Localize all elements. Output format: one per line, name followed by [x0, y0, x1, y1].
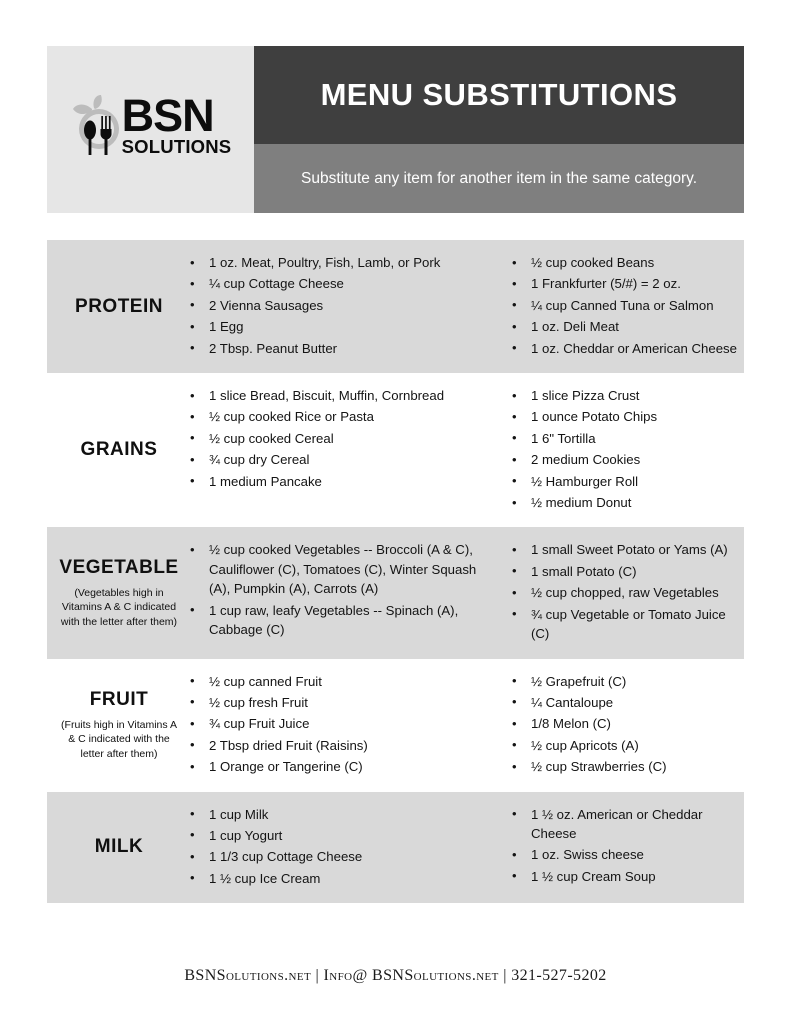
- list-item: • 1 oz. Deli Meat: [509, 317, 744, 336]
- section-label: [47, 689, 187, 762]
- list-item: • 2 Tbsp dried Fruit (Raisins): [187, 736, 487, 755]
- list-item: • ¾ cup Vegetable or Tomato Juice (C): [509, 605, 744, 644]
- document-header: [47, 46, 744, 213]
- list-item: • ½ cup cooked Cereal: [187, 429, 487, 448]
- substitution-list: [187, 672, 487, 777]
- list-item: • 1 cup raw, leafy Vegetables -- Spinach (A), Cabbage (C): [187, 601, 487, 640]
- section-title: MILK: [94, 836, 144, 858]
- list-item: • ½ cup cooked Rice or Pasta: [187, 407, 487, 426]
- section-title: FRUIT: [89, 688, 149, 710]
- section-note: (Fruits high in Vitamins A & C indicated with the letter after them): [61, 718, 177, 760]
- substitution-list: [509, 805, 744, 887]
- list-item: • 1 Orange or Tangerine (C): [187, 757, 487, 776]
- section-row: [47, 527, 744, 658]
- section-columns: [187, 386, 744, 514]
- substitution-list: [187, 253, 487, 358]
- section-row: [47, 240, 744, 373]
- section-label: [47, 296, 187, 318]
- list-item: • 1 ½ cup Ice Cream: [187, 869, 487, 888]
- list-item: • 1 1/3 cup Cottage Cheese: [187, 847, 487, 866]
- section-column-left: [187, 805, 487, 891]
- section-row: [47, 792, 744, 904]
- section-column-left: [187, 672, 487, 779]
- logo-wordmark: [121, 89, 232, 157]
- list-item: • 2 Vienna Sausages: [187, 296, 487, 315]
- section-title: VEGETABLE: [59, 556, 179, 578]
- list-item: • ½ cup Apricots (A): [509, 736, 744, 755]
- header-right: [254, 46, 744, 213]
- page-title: MENU SUBSTITUTIONS: [320, 77, 678, 112]
- section-label: [47, 557, 187, 630]
- list-item: • 1 small Sweet Potato or Yams (A): [509, 540, 744, 559]
- list-item: • ½ Hamburger Roll: [509, 472, 744, 491]
- list-item: • ¾ cup dry Cereal: [187, 450, 487, 469]
- section-column-left: [187, 540, 487, 645]
- list-item: • ½ cup Strawberries (C): [509, 757, 744, 776]
- list-item: • 1/8 Melon (C): [509, 714, 744, 733]
- list-item: • 1 medium Pancake: [187, 472, 487, 491]
- list-item: • 2 Tbsp. Peanut Butter: [187, 339, 487, 358]
- section-columns: [187, 253, 744, 360]
- substitution-list: [187, 540, 487, 639]
- section-columns: [187, 805, 744, 891]
- list-item: • 1 oz. Swiss cheese: [509, 845, 744, 864]
- substitution-list: [509, 253, 744, 358]
- section-columns: [187, 540, 744, 645]
- list-item: • 1 Frankfurter (5/#) = 2 oz.: [509, 274, 744, 293]
- substitution-list: [509, 540, 744, 643]
- list-item: • 1 cup Yogurt: [187, 826, 487, 845]
- section-column-left: [187, 253, 487, 360]
- substitution-list: [187, 805, 487, 889]
- list-item: • ¼ cup Cottage Cheese: [187, 274, 487, 293]
- leaf-plate-spoon-fork-icon: [70, 95, 128, 157]
- section-label: [47, 836, 187, 858]
- list-item: • 1 oz. Cheddar or American Cheese: [509, 339, 744, 358]
- section-title: PROTEIN: [75, 295, 163, 317]
- title-band: [254, 46, 744, 144]
- list-item: • 1 cup Milk: [187, 805, 487, 824]
- document-footer: [0, 967, 791, 985]
- list-item: • 1 slice Pizza Crust: [509, 386, 744, 405]
- logo-brand-text: BSN: [121, 89, 214, 141]
- list-item: • 2 medium Cookies: [509, 450, 744, 469]
- list-item: • ½ cup fresh Fruit: [187, 693, 487, 712]
- list-item: • ½ Grapefruit (C): [509, 672, 744, 691]
- list-item: • 1 ½ cup Cream Soup: [509, 867, 744, 886]
- section-column-right: [487, 672, 744, 779]
- substitution-sections: [47, 240, 744, 903]
- section-column-left: [187, 386, 487, 514]
- list-item: • ¾ cup Fruit Juice: [187, 714, 487, 733]
- list-item: • 1 ounce Potato Chips: [509, 407, 744, 426]
- section-note: (Vegetables high in Vitamins A & C indicated with the letter after them): [60, 586, 178, 628]
- section-column-right: [487, 253, 744, 360]
- list-item: • 1 small Potato (C): [509, 562, 744, 581]
- list-item: • ½ cup cooked Vegetables -- Broccoli (A & C), Cauliflower (C), Tomatoes (C), Winter Squash (A), Pumpkin (A), Carrots (A): [187, 540, 487, 598]
- list-item: • 1 Egg: [187, 317, 487, 336]
- list-item: • 1 slice Bread, Biscuit, Muffin, Cornbread: [187, 386, 487, 405]
- subtitle-band: [254, 144, 744, 213]
- section-column-right: [487, 386, 744, 514]
- list-item: • ½ cup chopped, raw Vegetables: [509, 583, 744, 602]
- list-item: • ½ cup cooked Beans: [509, 253, 744, 272]
- substitution-list: [509, 672, 744, 777]
- list-item: • ½ cup canned Fruit: [187, 672, 487, 691]
- logo-panel: [47, 46, 254, 213]
- section-label: [47, 439, 187, 461]
- page-subtitle: Substitute any item for another item in the same category.: [300, 169, 698, 187]
- list-item: • 1 oz. Meat, Poultry, Fish, Lamb, or Pork: [187, 253, 487, 272]
- list-item: • ¼ Cantaloupe: [509, 693, 744, 712]
- section-columns: [187, 672, 744, 779]
- list-item: • ½ medium Donut: [509, 493, 744, 512]
- substitution-list: [187, 386, 487, 491]
- logo-tagline-text: SOLUTIONS: [121, 135, 232, 157]
- footer-contact-text: BSNSolutions.net | Info@ BSNSolutions.net | 321-527-5202: [184, 967, 607, 984]
- section-column-right: [487, 540, 744, 645]
- section-row: [47, 373, 744, 527]
- list-item: • 1 6" Tortilla: [509, 429, 744, 448]
- list-item: • 1 ½ oz. American or Cheddar Cheese: [509, 805, 744, 844]
- section-row: [47, 659, 744, 792]
- list-item: • ¼ cup Canned Tuna or Salmon: [509, 296, 744, 315]
- substitution-list: [509, 386, 744, 512]
- section-column-right: [487, 805, 744, 891]
- section-title: GRAINS: [80, 439, 158, 461]
- bsn-logo: [70, 89, 232, 157]
